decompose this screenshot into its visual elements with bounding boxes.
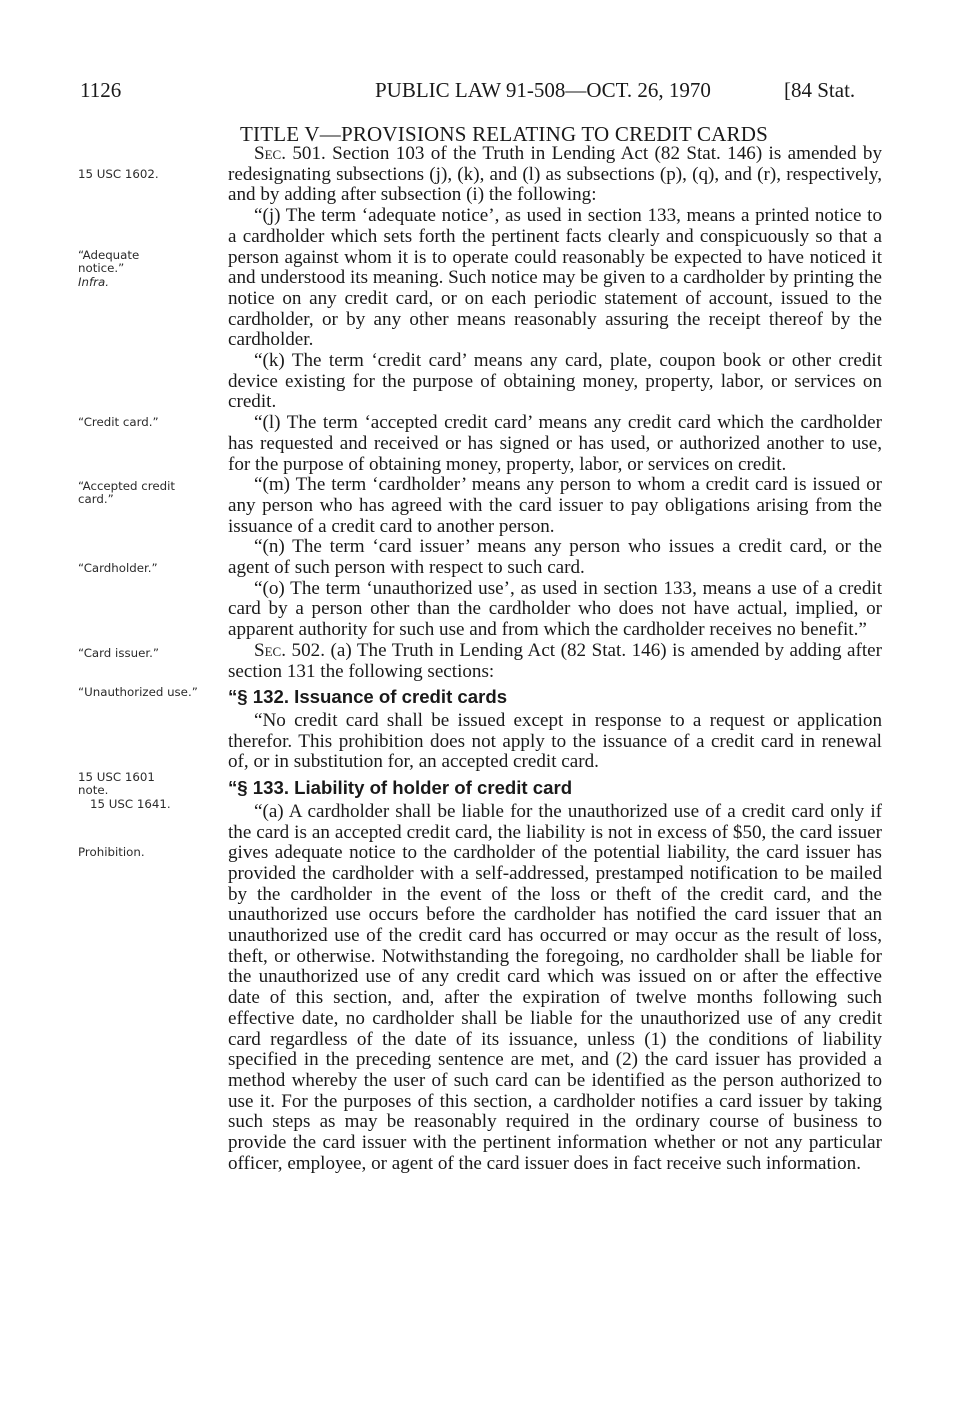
paragraph-n: “(n) The term ‘card issuer’ means any person who issues a credit card, or the agent of such person with respect to such card. <box>228 536 882 579</box>
section-501-text: 501. Section 103 of the Truth in Lending Act (82 Stat. 146) is amended by redesignating subsections (j), (k), and (l) as subsections (p), (q), and (r), respectively, and by adding after subsection (i) the following: <box>228 143 882 206</box>
heading-section-132: “§ 132. Issuance of credit cards <box>228 686 508 708</box>
margin-note-accepted-credit-card: “Accepted credit card.” <box>78 479 176 506</box>
paragraph-132: “No credit card shall be issued except in response to a request or application therefor. This prohibition does not apply to the issuance of a credit card in renewal of, or in substitution for, an accepted credit card. <box>228 709 882 773</box>
margin-note-usc-1602: 15 USC 1602. <box>78 167 159 181</box>
paragraph-k: “(k) The term ‘credit card’ means any card, plate, coupon book or other credit device existing for the purpose of obtaining money, property, labor, or services on credit. <box>228 350 882 413</box>
page-number: 1126 <box>80 78 122 102</box>
margin-note-usc-1641: 15 USC 1641. <box>90 797 171 811</box>
margin-note-credit-card: “Credit card.” <box>78 415 159 429</box>
paragraph-m: “(m) The term ‘cardholder’ means any person to whom a credit card is issued or any person who has agreed with the card issuer to pay obligations arising from the issuance of a credit card to another person. <box>228 474 882 537</box>
section-label: Sec. <box>254 639 287 661</box>
margin-note-usc-1601-note: 15 USC 1601 note. <box>78 770 155 797</box>
volume-reference: [84 Stat. <box>784 78 856 102</box>
paragraph-j: “(j) The term ‘adequate notice’, as used in section 133, means a printed notice to a cardholder which sets forth the pertinent facts clearly and conspicuously so that a person against whom it is to operate could reasonably be expected to have noticed it and understood its meaning. Such notice may be given to a cardholder by printing the notice on any credit card, or on each periodic statement of account, issued to the cardholder, or by any other means reasonably assuring the receipt thereof by the cardholder. <box>228 205 882 351</box>
section-502-text: 502. (a) The Truth in Lending Act (82 Stat. 146) is amended by adding after section 131 the following sections: <box>228 639 882 682</box>
page-header <box>0 78 958 108</box>
running-title: PUBLIC LAW 91-508—OCT. 26, 1970 <box>375 78 711 102</box>
margin-note-prohibition: Prohibition. <box>78 845 145 859</box>
title-heading: TITLE V—PROVISIONS RELATING TO CREDIT CARDS <box>240 122 768 146</box>
main-text <box>228 144 882 1174</box>
section-502-paragraph <box>228 641 882 682</box>
margin-note-card-issuer: “Card issuer.” <box>78 646 159 660</box>
margin-note-adequate-notice: “Adequate notice.” <box>78 248 140 275</box>
heading-section-133: “§ 133. Liability of holder of credit card <box>228 777 573 799</box>
paragraph-l: “(l) The term ‘accepted credit card’ means any credit card which the cardholder has requested and received or has signed or has used, or authorized another to use, for the purpose of obtaining money, property, labor, or services on credit. <box>228 412 882 475</box>
paragraph-133a: “(a) A cardholder shall be liable for the unauthorized use of a credit card only if the card is an accepted credit card, the liability is not in excess of $50, the card issuer gives adequate notice to the cardholder of the potential liability, the card issuer has provided the cardholder with a self-addressed, prestamped notification to be mailed by the cardholder in the event of the loss or theft of the credit card, and the unauthorized use occurs before the cardholder has notified the card issuer that an unauthorized use of the credit card has occurred or may occur as the result of loss, theft, or otherwise. Notwithstanding the foregoing, no cardholder shall be liable for the unauthorized use of any credit card which was issued on or after the effective date of this section, and, after the expiration of twelve months following such effective date, no cardholder shall be liable for the unauthorized use of any credit card regardless of the date of its issuance, unless (1) the conditions of liability specified in the preceding sentence are met, and (2) the card issuer has provided a method whereby the user of such card can be identified as the person authorized to use it. For the purposes of this section, a cardholder notifies a card issuer by taking such steps as may be reasonably required in the ordinary course of business to provide the card issuer with the pertinent information whether or not any particular officer, employee, or agent of the card issuer does in fact receive such information. <box>228 800 882 1174</box>
paragraph-o: “(o) The term ‘unauthorized use’, as used in section 133, means a use of a credit card by a person other than the cardholder who does not have actual, implied, or apparent authority for such use and from which the cardholder receives no benefit.” <box>228 577 882 641</box>
section-label: Sec. <box>254 143 287 164</box>
section-501-paragraph <box>228 144 882 206</box>
margin-note-unauthorized-use: “Unauthorized use.” <box>78 685 198 699</box>
margin-note-infra: Infra. <box>78 275 109 289</box>
margin-note-cardholder: “Cardholder.” <box>78 561 158 575</box>
